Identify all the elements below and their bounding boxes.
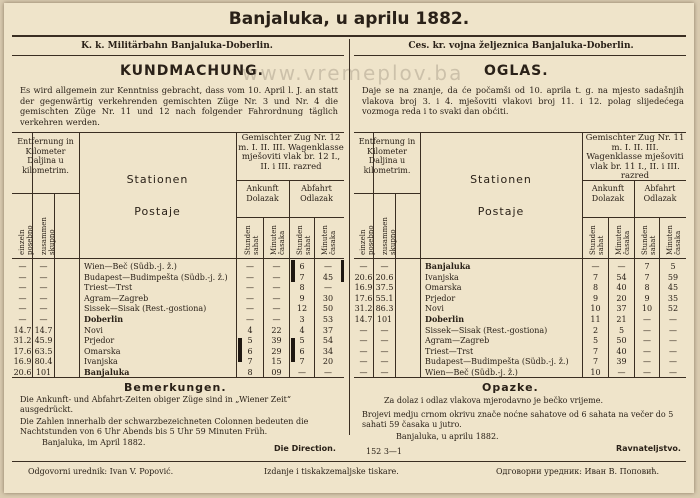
cell-ah: 6 [247, 346, 253, 356]
left-time-sub-4: Minuten časaka [321, 225, 337, 255]
table-row [4, 282, 694, 293]
left-place-date: Banjaluka, im April 1882. [42, 438, 146, 447]
cell-dh: — [643, 357, 651, 367]
cell-dm: 59 [667, 272, 679, 282]
cell-ah: — [591, 262, 600, 271]
cell-dh: — [643, 346, 651, 356]
cell-d2: 101 [376, 315, 393, 324]
cell-dm: 20 [322, 357, 334, 367]
cell-dh: 5 [299, 336, 305, 346]
cell-d2: 45.9 [34, 336, 53, 346]
cell-ah: 5 [247, 336, 253, 346]
cell-dh: 3 [299, 315, 305, 324]
left-hline [236, 180, 344, 181]
cell-dh: — [643, 325, 651, 335]
cell-d1: — [359, 357, 368, 367]
footer-publisher: Izdanje i tiskakzemaljske tiskare. [264, 467, 399, 476]
cell-station: Wien—Beč (Südb.-j. ž.) [84, 262, 177, 271]
cell-station: Sissek—Sisak (Rest.-gostiona) [425, 325, 548, 335]
cell-d1: — [359, 325, 368, 335]
cell-station: Doberlin [425, 314, 465, 324]
left-note-2: Die Zahlen innerhalb der schwarzbezeichneten Colonnen bedeuten die Nachtstunden von 6 Uhr Abends bis 5 Uhr 59 Minuten Früh. [20, 417, 309, 436]
cell-ah: — [246, 283, 254, 293]
cell-dm: 54 [322, 336, 334, 346]
table-row [4, 261, 694, 272]
cell-d2: — [380, 346, 389, 356]
cell-ah: 4 [247, 325, 253, 335]
right-note-2: Brojevi medju crnom okrivu znače noćne sahatove od 6 sahata na večer do 5 sahati 59 časaka u jutro. [362, 410, 674, 429]
cell-dm: — [669, 325, 677, 335]
cell-d1: 20.6 [13, 368, 32, 377]
cell-am: 40 [616, 346, 627, 356]
table-row [4, 346, 694, 357]
print-number: 152 3—1 [366, 447, 402, 456]
cell-d1: 14.7 [354, 315, 373, 324]
cell-station: Omarska [425, 283, 462, 293]
right-stations-header: Stationen [470, 173, 532, 186]
cell-d1: — [359, 368, 368, 377]
cell-d2: 86.3 [375, 304, 394, 314]
cell-am: 09 [271, 368, 282, 377]
cell-d1: — [359, 262, 368, 271]
cell-dm: — [669, 368, 677, 377]
cell-dm: — [324, 283, 332, 293]
cell-am: 37 [616, 304, 627, 314]
cell-dh: 6 [299, 262, 305, 271]
cell-am: 22 [271, 325, 282, 335]
cell-ah: — [246, 272, 254, 282]
cell-dh: 4 [299, 325, 305, 335]
cell-am: — [272, 283, 281, 293]
cell-dm: 5 [670, 262, 676, 271]
cell-dm: — [669, 336, 677, 346]
cell-am: 39 [271, 336, 282, 346]
cell-station: Prjedor [425, 293, 456, 303]
cell-am: 20 [616, 293, 627, 303]
cell-dm: 45 [667, 283, 679, 293]
cell-dh: — [643, 368, 651, 377]
cell-am: — [272, 272, 281, 282]
left-signature: Die Direction. [274, 444, 336, 453]
cell-dm: 37 [322, 325, 334, 335]
cell-ah: 7 [592, 272, 599, 282]
cell-dh: 9 [644, 293, 650, 303]
right-signature: Ravnateljstvo. [616, 444, 681, 453]
cell-dh: 12 [296, 304, 308, 314]
cell-dh: 6 [299, 346, 305, 356]
cell-am: 29 [271, 346, 282, 356]
cell-d1: 20.6 [354, 272, 373, 282]
left-departure-header: Abfahrt Odlazak [300, 184, 333, 203]
cell-ah: — [246, 262, 254, 271]
right-postaje-header: Postaje [477, 205, 525, 218]
left-stations-header: Stationen [126, 173, 189, 186]
cell-d1: — [18, 293, 27, 303]
cell-dm: — [669, 357, 677, 367]
cell-station: Sissek—Sisak (Rest.-gostiona) [84, 304, 207, 314]
cell-ah: 5 [592, 336, 599, 346]
cell-station: Banjaluka [84, 367, 130, 377]
cell-dm: 45 [322, 272, 334, 282]
right-railway-name: Ces. kr. vojna željeznica Banjaluka-Doberlin. [408, 41, 634, 51]
left-dist-sub-2: zusammen skupno [40, 217, 56, 255]
cell-d1: — [359, 336, 368, 346]
right-time-sub-2: Minuten časaka [615, 225, 631, 255]
cell-ah: 7 [592, 346, 599, 356]
right-hline [354, 193, 420, 194]
table-row [4, 367, 694, 378]
left-hline [12, 193, 79, 194]
cell-dh: 10 [641, 304, 653, 314]
cell-ah: 8 [247, 368, 253, 377]
left-rule [12, 55, 344, 56]
cell-d2: — [380, 336, 389, 346]
cell-dh: 8 [644, 283, 650, 293]
cell-d1: 31.2 [354, 304, 373, 314]
footer-editor-cyrillic: Одговорни уредник: Иван В. Поповић. [496, 467, 660, 476]
cell-station: Budapest—Budimpešta (Südb.-j. ž.) [84, 272, 228, 282]
cell-d2: — [380, 325, 389, 335]
left-time-sub-2: Minuten časaka [270, 225, 286, 255]
cell-ah: 10 [590, 304, 601, 314]
cell-ah: — [246, 315, 254, 324]
cell-d1: — [18, 315, 27, 324]
left-notes-title: Bemerkungen. [124, 381, 227, 394]
cell-ah: 11 [590, 315, 601, 324]
left-time-sub-1: Stunden sahat [244, 225, 260, 255]
cell-station: Agram—Zagreb [425, 336, 490, 346]
cell-d1: 16.9 [354, 283, 373, 293]
table-row [4, 325, 694, 336]
left-arrival-header: Ankunft Dolazak [246, 184, 279, 203]
cell-ah: — [246, 293, 254, 303]
cell-am: — [272, 262, 281, 271]
cell-station: Doberlin [84, 314, 124, 324]
cell-am: — [617, 262, 626, 271]
table-row [4, 335, 694, 346]
cell-d1: — [18, 272, 27, 282]
left-distance-header: Entfernung in Kilometer Daljina u kilometrim. [17, 137, 74, 175]
cell-ah: 7 [247, 357, 253, 367]
page-title: Banjaluka, u aprilu 1882. [228, 9, 470, 29]
cell-am: — [272, 315, 281, 324]
table-row [4, 272, 694, 283]
cell-dh: 7 [644, 272, 650, 282]
footer-rule [12, 461, 686, 462]
left-notice-title: KUNDMACHUNG. [120, 63, 264, 79]
cell-d2: — [39, 315, 48, 324]
cell-dm: 50 [322, 304, 334, 314]
cell-ah: 8 [592, 283, 599, 293]
cell-d1: 17.6 [13, 346, 32, 356]
cell-d1: — [18, 283, 27, 293]
cell-d1: — [18, 262, 27, 271]
cell-am: 50 [616, 336, 627, 346]
right-rule [354, 55, 686, 56]
cell-am: 15 [271, 357, 282, 367]
right-departure-header: Abfahrt Odlazak [643, 184, 677, 203]
cell-d1: 31.2 [13, 336, 32, 346]
left-train-header: Gemischter Zug Nr. 12 m. I. II. III. Wagenklasse mješoviti vlak br. 12 I., II. i III. razred [238, 133, 344, 172]
cell-dh: — [643, 315, 651, 324]
table-row [4, 293, 694, 304]
right-dist-sub-2: zusammen skupno [381, 217, 397, 255]
cell-am: — [617, 368, 626, 377]
cell-d1: 16.9 [13, 357, 32, 367]
cell-dm: 34 [322, 346, 334, 356]
cell-d2: 20.6 [375, 272, 394, 282]
cell-station: Agram—Zagreb [84, 293, 149, 303]
cell-am: 21 [616, 315, 627, 324]
right-place-date: Banjaluka, u aprilu 1882. [396, 432, 499, 441]
right-hline [582, 217, 686, 218]
cell-am: 54 [616, 272, 627, 282]
cell-station: Ivanjska [425, 272, 459, 282]
right-time-sub-3: Stunden sahat [641, 225, 657, 255]
cell-dm: 53 [322, 315, 334, 324]
right-time-sub-4: Minuten časaka [666, 225, 682, 255]
right-time-sub-1: Stunden sahat [589, 225, 605, 255]
cell-dh: 8 [299, 283, 305, 293]
cell-dm: — [669, 315, 677, 324]
cell-dm: 30 [322, 293, 334, 303]
cell-d2: 80.4 [34, 357, 53, 367]
left-time-sub-3: Stunden sahat [296, 225, 312, 255]
left-hline [236, 217, 344, 218]
cell-d2: — [39, 304, 48, 314]
cell-station: Triest—Trst [425, 346, 474, 356]
right-arrival-header: Ankunft Dolazak [591, 184, 625, 203]
cell-dm: 52 [667, 304, 679, 314]
left-postaje-header: Postaje [134, 205, 181, 218]
cell-am: 40 [616, 283, 627, 293]
cell-d2: — [380, 262, 389, 271]
cell-dh: — [298, 368, 306, 377]
cell-dh: 7 [299, 272, 305, 282]
cell-dh: 7 [644, 262, 650, 271]
cell-am: — [272, 304, 281, 314]
table-row [4, 314, 694, 325]
cell-d2: — [380, 368, 389, 377]
cell-ah: — [246, 304, 254, 314]
cell-dh: 9 [299, 293, 305, 303]
cell-ah: 10 [590, 368, 601, 377]
table-row [4, 356, 694, 367]
cell-am: 5 [618, 325, 625, 335]
cell-dh: 7 [299, 357, 305, 367]
left-dist-sub-1: einzeln posebno [18, 225, 34, 255]
footer-editor-latin: Odgovorni urednik: Ivan V. Popović. [28, 467, 174, 476]
cell-d2: — [39, 283, 48, 293]
cell-station: Banjaluka [425, 261, 471, 271]
cell-d2: 63.5 [34, 346, 53, 356]
cell-ah: 9 [592, 293, 599, 303]
table-row [4, 303, 694, 314]
left-table-headrule [12, 258, 344, 259]
right-notes-title: Opazke. [482, 381, 539, 394]
cell-station: Wien—Beč (Südb.-j. ž.) [425, 368, 518, 377]
title-rule [12, 35, 686, 37]
cell-dm: — [669, 346, 677, 356]
watermark: www.vremeplov.ba [242, 61, 464, 85]
right-notice-title: OGLAS. [484, 63, 549, 79]
cell-ah: 2 [592, 325, 599, 335]
cell-am: — [272, 293, 281, 303]
cell-station: Budapest—Budimpešta (Südb.-j. ž.) [425, 357, 569, 367]
cell-dm: — [324, 262, 332, 271]
cell-d2: — [39, 272, 48, 282]
cell-d2: 14.7 [34, 325, 53, 335]
right-table-headrule [354, 258, 686, 259]
cell-station: Ivanjska [84, 357, 118, 367]
left-railway-name: K. k. Militärbahn Banjaluka-Doberlin. [81, 41, 273, 51]
cell-station: Novi [425, 304, 444, 314]
newspaper-page [4, 3, 694, 493]
cell-station: Omarska [84, 346, 121, 356]
right-dist-sub-1: einzeln posebno [359, 225, 375, 255]
cell-d2: 55.1 [375, 293, 394, 303]
cell-station: Novi [84, 325, 103, 335]
right-note-1: Za dolaz i odlaz vlakova mjerodavno je bečko vrijeme. [384, 396, 604, 405]
right-distance-header: Entfernung in Kilometer Daljina u kilometrim. [358, 137, 416, 175]
cell-d2: — [39, 293, 48, 303]
cell-ah: 7 [592, 357, 599, 367]
cell-d1: 17.6 [354, 293, 373, 303]
cell-d1: 14.7 [13, 325, 32, 335]
cell-d2: 37.5 [375, 283, 394, 293]
cell-station: Triest—Trst [84, 283, 133, 293]
cell-d2: — [39, 262, 48, 271]
cell-d2: — [380, 357, 389, 367]
cell-am: 39 [616, 357, 627, 367]
right-intro: Daje se na znanje, da će počamši od 10. aprila t. g. na mjesto sadašnjih vlakova broj 3. i 4. mješoviti vlakovi broj 11. i 12. polag slijedećega vozmoga reda i to svaki dan obćiti. [362, 85, 684, 117]
right-train-header: Gemischter Zug Nr. 11 m. I. II. III. Wagenklasse mješoviti vlak br. 11 I., II. i III. razred [585, 133, 685, 181]
cell-dm: 35 [667, 293, 679, 303]
left-intro: Es wird allgemein zur Kenntniss gebracht, dass vom 10. April l. J. an statt der gegenwärtig verkehrenden gemischten Züge Nr. 3 und Nr. 4 die gemischten Züge Nr. 11 und 12 nach folgender Fahrordnung täglich verkehren werden. [20, 85, 338, 127]
cell-station: Prjedor [84, 336, 115, 346]
cell-dm: — [324, 368, 332, 377]
left-note-1: Die Ankunft- und Abfahrt-Zeiten obiger Züge sind in „Wiener Zeit“ ausgedrückt. [20, 395, 291, 414]
cell-d1: — [18, 304, 27, 314]
cell-d1: — [359, 346, 368, 356]
cell-dh: — [643, 336, 651, 346]
cell-d2: 101 [35, 368, 52, 377]
